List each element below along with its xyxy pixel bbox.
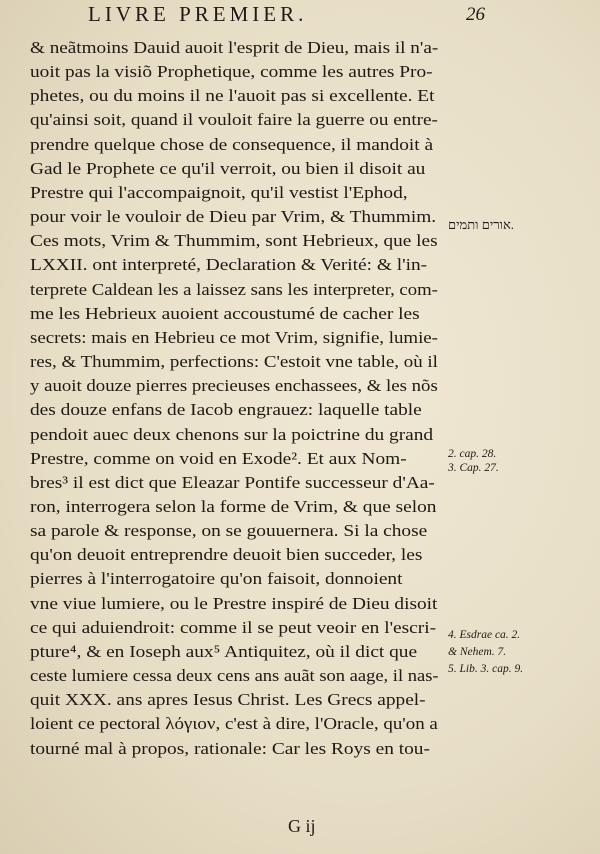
text-line: bres³ il est dict que Eleazar Pontife successeur d'Aa- — [30, 472, 435, 492]
text-line: qu'ainsi soit, quand il vouloit faire la guerre ou entre- — [30, 110, 438, 130]
text-line: tourné mal à propos, rationale: Car les Roys en tou- — [30, 738, 430, 758]
text-line: loient ce pectoral λόγιον, c'est à dire, l'Oracle, qu'on a — [30, 714, 438, 734]
text-line: me les Hebrieux auoient accoustumé de cacher les — [30, 303, 420, 323]
text-line: phetes, ou du moins il ne l'auoit pas si excellente. Et — [30, 86, 435, 106]
text-line: des douze enfans de Iacob engrauez: laquelle table — [30, 400, 422, 420]
text-line: terprete Caldean les a laissez sans les interpreter, com- — [30, 279, 438, 299]
margin-note-hebrew: אורים ותמים. — [448, 217, 515, 232]
margin-note-5: 5. Lib. 3. cap. 9. — [448, 663, 524, 675]
text-line: Prestre, comme on void en Exode². Et aux Nom- — [30, 448, 407, 468]
text-line: vne viue lumiere, ou le Prestre inspiré de Dieu disoit — [30, 593, 438, 613]
text-line: res, & Thummim, perfections: C'estoit vne table, où il — [30, 352, 438, 372]
text-line: pture⁴, & en Ioseph aux⁵ Antiquitez, où il dict que — [30, 641, 418, 661]
text-line: uoit pas la visiõ Prophetique, comme les autres Pro- — [30, 62, 433, 82]
text-line: pierres à l'interrogatoire qu'on faisoit, donnoient — [30, 569, 403, 589]
page-number: 26 — [466, 4, 485, 25]
margin-note-2: 2. cap. 28. — [448, 448, 497, 460]
margin-note-4b: & Nehem. 7. — [448, 646, 507, 658]
text-line: pendoit auec deux chenons sur la poictrine du grand — [30, 424, 434, 444]
text-line: secrets: mais en Hebrieu ce mot Vrim, signifie, lumie- — [30, 327, 438, 347]
margin-note-3: 3. Cap. 27. — [448, 462, 499, 474]
text-line: ceste lumiere cessa deux cens ans auãt son aage, il nas- — [30, 666, 439, 686]
text-line: & neãtmoins Dauid auoit l'esprit de Dieu, mais il n'a- — [30, 38, 439, 57]
margin-note-4a: 4. Esdrae ca. 2. — [448, 629, 521, 641]
text-line: qu'on deuoit entreprendre deuoit bien succeder, les — [30, 545, 423, 565]
text-line: ron, interrogera selon la forme de Vrim, & que selon — [30, 496, 437, 516]
text-line: sa parole & response, on se gouuernera. Si la chose — [30, 521, 428, 541]
text-line: LXXII. ont interpreté, Declaration & Verité: & l'in- — [30, 255, 428, 275]
running-head: LIVRE PREMIER. — [88, 2, 308, 26]
body-text — [30, 36, 438, 761]
text-line: quit XXX. ans apres Iesus Christ. Les Grecs appel- — [30, 690, 426, 710]
text-line: Gad le Prophete ce qu'il verroit, ou bien il disoit au — [30, 158, 426, 178]
text-line: prendre quelque chose de consequence, il mandoit à — [30, 134, 434, 154]
text-line: Ces mots, Vrim & Thummim, sont Hebrieux, que les — [30, 231, 438, 251]
text-line: y auoit douze pierres precieuses enchassees, & les nõs — [30, 376, 438, 396]
text-line: ce qui aduiendroit: comme il se peut veoir en l'escri- — [30, 617, 437, 637]
signature-mark: G ij — [288, 816, 316, 836]
text-line: Prestre qui l'accompaignoit, qu'il vestist l'Ephod, — [30, 182, 408, 202]
text-line: pour voir le vouloir de Dieu par Vrim, & Thummim. — [30, 207, 437, 227]
